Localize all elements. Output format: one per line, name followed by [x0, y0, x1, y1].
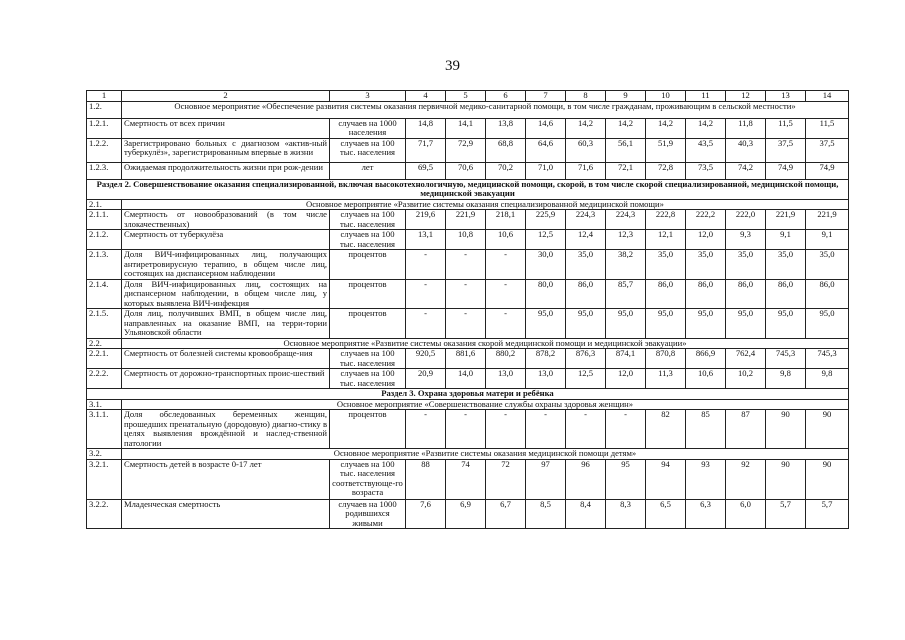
- value-cell: -: [406, 309, 446, 339]
- value-cell: -: [486, 250, 526, 280]
- value-cell: 95,0: [726, 309, 766, 339]
- value-cell: 9,3: [726, 230, 766, 250]
- unit-cell: процентов: [330, 250, 406, 280]
- value-cell: -: [406, 279, 446, 309]
- section-title: Раздел 3. Охрана здоровья матери и ребёнка: [87, 389, 849, 400]
- column-number-cell: 2: [122, 91, 330, 102]
- value-cell: 222,0: [726, 210, 766, 230]
- row-number-cell: 3.1.: [87, 399, 122, 410]
- value-cell: 92: [726, 459, 766, 499]
- value-cell: 13,0: [526, 369, 566, 389]
- value-cell: 14,8: [406, 118, 446, 138]
- value-cell: 35,0: [766, 250, 806, 280]
- table-row: [87, 309, 849, 339]
- unit-cell: лет: [330, 162, 406, 179]
- row-number-cell: 1.2.: [87, 101, 122, 118]
- value-cell: 9,8: [766, 369, 806, 389]
- value-cell: 12,1: [646, 230, 686, 250]
- value-cell: 90: [766, 459, 806, 499]
- value-cell: 10,8: [446, 230, 486, 250]
- column-number-cell: 10: [646, 91, 686, 102]
- value-cell: 35,0: [566, 250, 606, 280]
- value-cell: 13,0: [486, 369, 526, 389]
- indicator-name-cell: Доля ВИЧ-инфицированных лиц, состоящих на диспансерном наблюдении, в общем числе лиц, у которых выявлена ВИЧ-инфекция: [122, 279, 330, 309]
- row-number-cell: 3.2.: [87, 449, 122, 460]
- value-cell: 96: [566, 459, 606, 499]
- value-cell: 35,0: [726, 250, 766, 280]
- value-cell: 224,3: [566, 210, 606, 230]
- value-cell: 74,9: [806, 162, 849, 179]
- value-cell: 74,2: [726, 162, 766, 179]
- activity-row: [87, 449, 849, 460]
- table-row: [87, 459, 849, 499]
- column-number-cell: 6: [486, 91, 526, 102]
- value-cell: 64,6: [526, 138, 566, 162]
- value-cell: 51,9: [646, 138, 686, 162]
- value-cell: 881,6: [446, 349, 486, 369]
- value-cell: 86,0: [726, 279, 766, 309]
- value-cell: 37,5: [766, 138, 806, 162]
- column-number-cell: 9: [606, 91, 646, 102]
- value-cell: 8,4: [566, 499, 606, 529]
- value-cell: -: [486, 309, 526, 339]
- unit-cell: случаев на 100 тыс. населения: [330, 138, 406, 162]
- table-row: [87, 210, 849, 230]
- unit-cell: случаев на 100 тыс. населения: [330, 230, 406, 250]
- table-row: [87, 279, 849, 309]
- unit-cell: процентов: [330, 309, 406, 339]
- value-cell: 35,0: [686, 250, 726, 280]
- value-cell: 12,0: [686, 230, 726, 250]
- value-cell: -: [566, 410, 606, 449]
- value-cell: 224,3: [606, 210, 646, 230]
- value-cell: 6,9: [446, 499, 486, 529]
- unit-cell: процентов: [330, 410, 406, 449]
- value-cell: 6,7: [486, 499, 526, 529]
- value-cell: 86,0: [566, 279, 606, 309]
- row-number-cell: 3.1.1.: [87, 410, 122, 449]
- value-cell: 874,1: [606, 349, 646, 369]
- value-cell: 10,6: [486, 230, 526, 250]
- value-cell: 14,1: [446, 118, 486, 138]
- value-cell: 95,0: [686, 309, 726, 339]
- row-number-cell: 1.2.1.: [87, 118, 122, 138]
- value-cell: 72,1: [606, 162, 646, 179]
- row-number-cell: 1.2.2.: [87, 138, 122, 162]
- activity-title: Основное мероприятие «Обеспечение развития системы оказания первичной медико-санитарной помощи, в том числе гражданам, проживающим в сельской местности»: [122, 101, 849, 118]
- value-cell: 12,0: [606, 369, 646, 389]
- value-cell: -: [446, 309, 486, 339]
- row-number-cell: 2.1.: [87, 199, 122, 210]
- column-number-cell: 5: [446, 91, 486, 102]
- value-cell: 10,2: [726, 369, 766, 389]
- value-cell: 90: [766, 410, 806, 449]
- value-cell: 30,0: [526, 250, 566, 280]
- column-number-cell: 8: [566, 91, 606, 102]
- value-cell: 12,4: [566, 230, 606, 250]
- value-cell: 93: [686, 459, 726, 499]
- table-row: [87, 499, 849, 529]
- table-row: [87, 349, 849, 369]
- row-number-cell: 1.2.3.: [87, 162, 122, 179]
- indicator-name-cell: Смертность от всех причин: [122, 118, 330, 138]
- value-cell: 88: [406, 459, 446, 499]
- value-cell: 72,8: [646, 162, 686, 179]
- value-cell: 95,0: [566, 309, 606, 339]
- unit-cell: случаев на 100 тыс. населения соответствующе-го возраста: [330, 459, 406, 499]
- indicator-name-cell: Зарегистрировано больных с диагнозом «актив-ный туберкулёз», зарегистрированным впервые в жизни: [122, 138, 330, 162]
- activity-title: Основное мероприятие «Развитие системы оказания медицинской помощи детям»: [122, 449, 849, 460]
- value-cell: 222,8: [646, 210, 686, 230]
- page-number: 39: [445, 58, 460, 74]
- value-cell: 95,0: [766, 309, 806, 339]
- value-cell: 12,5: [526, 230, 566, 250]
- value-cell: 95,0: [646, 309, 686, 339]
- value-cell: 13,1: [406, 230, 446, 250]
- value-cell: 218,1: [486, 210, 526, 230]
- column-number-cell: 14: [806, 91, 849, 102]
- value-cell: 8,5: [526, 499, 566, 529]
- unit-cell: процентов: [330, 279, 406, 309]
- row-number-cell: 2.2.2.: [87, 369, 122, 389]
- value-cell: 11,5: [766, 118, 806, 138]
- indicator-name-cell: Смертность от туберкулёза: [122, 230, 330, 250]
- value-cell: 12,5: [566, 369, 606, 389]
- indicator-name-cell: Смертность детей в возрасте 0-17 лет: [122, 459, 330, 499]
- table-row: [87, 410, 849, 449]
- row-number-cell: 2.1.3.: [87, 250, 122, 280]
- unit-cell: случаев на 100 тыс. населения: [330, 210, 406, 230]
- value-cell: -: [406, 410, 446, 449]
- value-cell: 74: [446, 459, 486, 499]
- column-number-cell: 13: [766, 91, 806, 102]
- value-cell: 14,2: [606, 118, 646, 138]
- table-header-row: [87, 91, 849, 102]
- value-cell: 14,0: [446, 369, 486, 389]
- activity-title: Основное мероприятие «Развитие системы оказания скорой медицинской помощи и медицинской эвакуации»: [122, 338, 849, 349]
- table-row: [87, 162, 849, 179]
- value-cell: 73,5: [686, 162, 726, 179]
- value-cell: 876,3: [566, 349, 606, 369]
- value-cell: 6,5: [646, 499, 686, 529]
- table-row: [87, 250, 849, 280]
- indicator-name-cell: Смертность от новообразований (в том числе злокачественных): [122, 210, 330, 230]
- value-cell: 7,6: [406, 499, 446, 529]
- indicators-table: [86, 90, 849, 529]
- value-cell: -: [606, 410, 646, 449]
- column-number-cell: 12: [726, 91, 766, 102]
- value-cell: 10,6: [686, 369, 726, 389]
- row-number-cell: 2.2.1.: [87, 349, 122, 369]
- value-cell: -: [486, 279, 526, 309]
- value-cell: 87: [726, 410, 766, 449]
- table-row: [87, 138, 849, 162]
- value-cell: 219,6: [406, 210, 446, 230]
- value-cell: -: [446, 410, 486, 449]
- value-cell: 9,8: [806, 369, 849, 389]
- value-cell: -: [526, 410, 566, 449]
- value-cell: 86,0: [766, 279, 806, 309]
- value-cell: 14,2: [646, 118, 686, 138]
- column-number-cell: 7: [526, 91, 566, 102]
- value-cell: 35,0: [806, 250, 849, 280]
- value-cell: 6,0: [726, 499, 766, 529]
- value-cell: 6,3: [686, 499, 726, 529]
- value-cell: 94: [646, 459, 686, 499]
- column-number-cell: 3: [330, 91, 406, 102]
- activity-title: Основное мероприятие «Развитие системы оказания специализированной медицинской помощи»: [122, 199, 849, 210]
- value-cell: 14,2: [566, 118, 606, 138]
- value-cell: 74,9: [766, 162, 806, 179]
- value-cell: 11,3: [646, 369, 686, 389]
- value-cell: 72: [486, 459, 526, 499]
- value-cell: 11,8: [726, 118, 766, 138]
- value-cell: 221,9: [446, 210, 486, 230]
- value-cell: 60,3: [566, 138, 606, 162]
- value-cell: 95,0: [606, 309, 646, 339]
- unit-cell: случаев на 1000 населения: [330, 118, 406, 138]
- value-cell: 43,5: [686, 138, 726, 162]
- value-cell: 920,5: [406, 349, 446, 369]
- indicator-name-cell: Ожидаемая продолжительность жизни при рож-дении: [122, 162, 330, 179]
- unit-cell: случаев на 1000 родившихся живыми: [330, 499, 406, 529]
- value-cell: 14,2: [686, 118, 726, 138]
- value-cell: 86,0: [646, 279, 686, 309]
- value-cell: 40,3: [726, 138, 766, 162]
- value-cell: 221,9: [766, 210, 806, 230]
- value-cell: 762,4: [726, 349, 766, 369]
- indicator-name-cell: Доля обследованных беременных женщин, прошедших пренатальную (дородовую) диагно-стику в целях выявления врождённой и наслед-ственной патологии: [122, 410, 330, 449]
- value-cell: 9,1: [806, 230, 849, 250]
- column-number-cell: 11: [686, 91, 726, 102]
- indicator-name-cell: Смертность от болезней системы кровообраще-ния: [122, 349, 330, 369]
- value-cell: 745,3: [766, 349, 806, 369]
- value-cell: 12,3: [606, 230, 646, 250]
- table-row: [87, 369, 849, 389]
- indicator-name-cell: Доля ВИЧ-инфицированных лиц, получающих антиретровирусную терапию, в общем числе лиц, состоящих на диспансерном наблюдении: [122, 250, 330, 280]
- value-cell: 85,7: [606, 279, 646, 309]
- value-cell: 878,2: [526, 349, 566, 369]
- row-number-cell: 2.2.: [87, 338, 122, 349]
- activity-row: [87, 199, 849, 210]
- column-number-cell: 1: [87, 91, 122, 102]
- value-cell: 37,5: [806, 138, 849, 162]
- value-cell: -: [446, 250, 486, 280]
- value-cell: 71,6: [566, 162, 606, 179]
- indicator-name-cell: Младенческая смертность: [122, 499, 330, 529]
- activity-row: [87, 338, 849, 349]
- row-number-cell: 2.1.1.: [87, 210, 122, 230]
- section-row: [87, 389, 849, 400]
- value-cell: 71,7: [406, 138, 446, 162]
- value-cell: 38,2: [606, 250, 646, 280]
- value-cell: 56,1: [606, 138, 646, 162]
- value-cell: 80,0: [526, 279, 566, 309]
- row-number-cell: 2.1.2.: [87, 230, 122, 250]
- value-cell: 745,3: [806, 349, 849, 369]
- value-cell: 68,8: [486, 138, 526, 162]
- value-cell: 5,7: [806, 499, 849, 529]
- value-cell: 221,9: [806, 210, 849, 230]
- value-cell: 86,0: [686, 279, 726, 309]
- value-cell: 14,6: [526, 118, 566, 138]
- section-title: Раздел 2. Совершенствование оказания специализированной, включая высокотехнологичную, медицинской помощи, скорой, в том числе скорой специализированной, медицинской помощи, медицинской эвакуации: [87, 179, 849, 199]
- value-cell: 97: [526, 459, 566, 499]
- value-cell: 70,6: [446, 162, 486, 179]
- row-number-cell: 2.1.5.: [87, 309, 122, 339]
- value-cell: 222,2: [686, 210, 726, 230]
- value-cell: 70,2: [486, 162, 526, 179]
- value-cell: 35,0: [646, 250, 686, 280]
- value-cell: 880,2: [486, 349, 526, 369]
- column-number-cell: 4: [406, 91, 446, 102]
- indicator-name-cell: Доля лиц, получивших ВМП, в общем числе лиц, направленных на оказание ВМП, на терри-тории Ульяновской области: [122, 309, 330, 339]
- value-cell: -: [486, 410, 526, 449]
- value-cell: -: [406, 250, 446, 280]
- row-number-cell: 3.2.2.: [87, 499, 122, 529]
- row-number-cell: 3.2.1.: [87, 459, 122, 499]
- value-cell: 85: [686, 410, 726, 449]
- value-cell: 870,8: [646, 349, 686, 369]
- table-row: [87, 230, 849, 250]
- value-cell: 90: [806, 410, 849, 449]
- value-cell: 20,9: [406, 369, 446, 389]
- value-cell: 95: [606, 459, 646, 499]
- indicator-name-cell: Смертность от дорожно-транспортных проис-шествий: [122, 369, 330, 389]
- value-cell: 11,5: [806, 118, 849, 138]
- value-cell: 5,7: [766, 499, 806, 529]
- activity-row: [87, 399, 849, 410]
- value-cell: -: [446, 279, 486, 309]
- table-row: [87, 118, 849, 138]
- value-cell: 82: [646, 410, 686, 449]
- value-cell: 13,8: [486, 118, 526, 138]
- value-cell: 86,0: [806, 279, 849, 309]
- value-cell: 90: [806, 459, 849, 499]
- value-cell: 69,5: [406, 162, 446, 179]
- row-number-cell: 2.1.4.: [87, 279, 122, 309]
- unit-cell: случаев на 100 тыс. населения: [330, 349, 406, 369]
- value-cell: 9,1: [766, 230, 806, 250]
- value-cell: 225,9: [526, 210, 566, 230]
- value-cell: 95,0: [526, 309, 566, 339]
- value-cell: 866,9: [686, 349, 726, 369]
- value-cell: 72,9: [446, 138, 486, 162]
- value-cell: 71,0: [526, 162, 566, 179]
- value-cell: 95,0: [806, 309, 849, 339]
- activity-row: [87, 101, 849, 118]
- value-cell: 8,3: [606, 499, 646, 529]
- activity-title: Основное мероприятие «Совершенствование службы охраны здоровья женщин»: [122, 399, 849, 410]
- section-row: [87, 179, 849, 199]
- unit-cell: случаев на 100 тыс. населения: [330, 369, 406, 389]
